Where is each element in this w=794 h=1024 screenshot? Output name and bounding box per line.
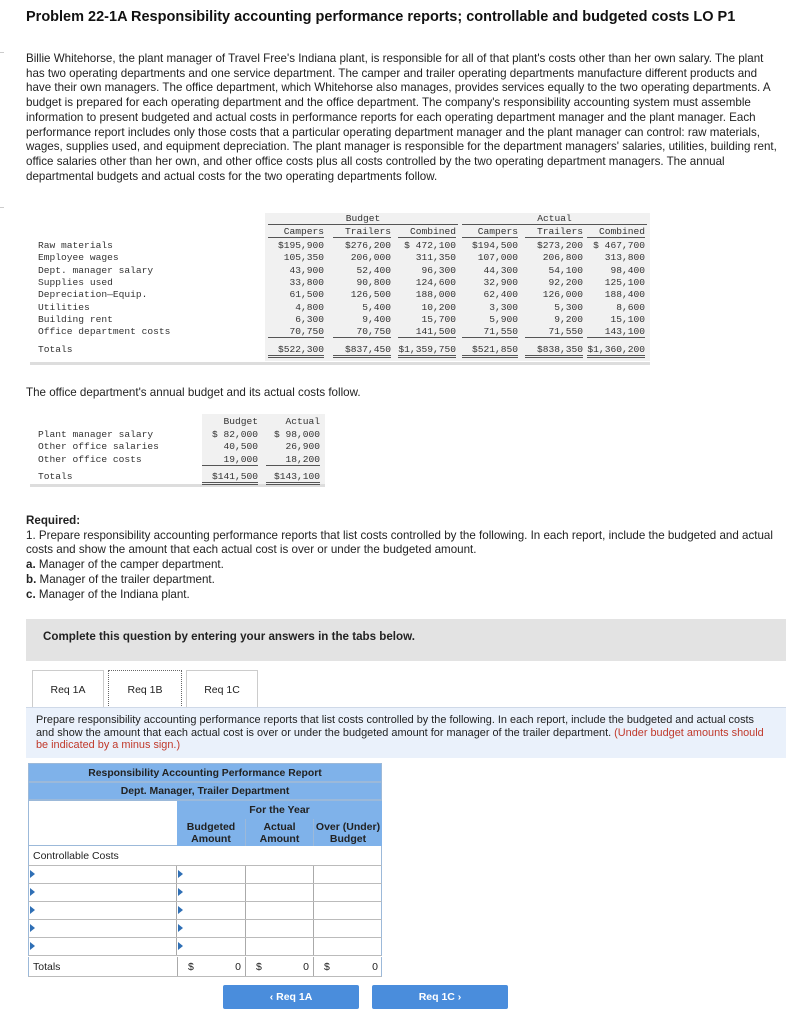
dropdown-marker-icon xyxy=(30,924,35,932)
cost-name-input[interactable] xyxy=(29,920,177,937)
budget-total-cell: $837,450 xyxy=(333,344,391,358)
office-col-budget: Budget xyxy=(223,416,258,427)
req-c-text: Manager of the Indiana plant. xyxy=(38,587,190,601)
budget-cell: 71,550 xyxy=(525,326,583,338)
dropdown-marker-icon xyxy=(178,924,183,932)
budget-totals-label: Totals xyxy=(38,344,73,356)
budget-cell: 43,900 xyxy=(289,264,324,276)
office-intro: The office department's annual budget and its actual costs follow. xyxy=(26,386,361,399)
dropdown-marker-icon xyxy=(30,906,35,914)
budget-total-cell: $1,359,750 xyxy=(398,344,456,358)
budget-total-cell: $522,300 xyxy=(268,344,324,358)
budget-col-header: Combined xyxy=(587,226,645,238)
budget-col-header: Campers xyxy=(268,226,324,238)
actual-input[interactable] xyxy=(246,902,314,919)
office-cell: $ 98,000 xyxy=(273,429,320,440)
controllable-costs-label: Controllable Costs xyxy=(33,850,119,862)
problem-title: Problem 22-1A Responsibility accounting performance reports; controllable and budgeted costs LO P1 xyxy=(26,9,736,25)
cost-name-input[interactable] xyxy=(29,902,177,919)
cost-name-input[interactable] xyxy=(29,884,177,901)
over-under-input[interactable] xyxy=(314,920,382,937)
cost-name-input[interactable] xyxy=(29,866,177,883)
budget-total-cell: $521,850 xyxy=(462,344,518,358)
budget-cell: 90,800 xyxy=(356,276,391,288)
budget-cell: 188,400 xyxy=(604,289,645,301)
budget-cell: 188,000 xyxy=(415,289,456,301)
actual-input[interactable] xyxy=(246,866,314,883)
actual-group-header: Actual xyxy=(462,213,647,225)
required-heading: Required: xyxy=(26,514,81,527)
total-over-cell xyxy=(314,957,382,976)
budget-row-label: Dept. manager salary xyxy=(38,264,154,276)
office-cell: 26,900 xyxy=(285,441,320,453)
budget-row-label: Utilities xyxy=(38,301,90,313)
col-actual-amount: Actual Amount xyxy=(246,819,314,846)
cost-name-input[interactable] xyxy=(29,938,177,955)
budget-cell: 15,700 xyxy=(421,313,456,325)
totals-label: Totals xyxy=(33,961,61,973)
panel-instruction: Prepare responsibility accounting performance reports that list costs controlled by the following. In each report, include the budgeted and actual costs and show the amount that each actual cost is over or under the budgeted amount for manager of the trailer department. xyxy=(36,714,754,739)
budgeted-input[interactable] xyxy=(177,938,246,955)
prev-button[interactable] xyxy=(223,985,359,1009)
chevron-left-icon: ‹ xyxy=(269,991,277,1003)
dropdown-marker-icon xyxy=(178,906,183,914)
budget-cell: 92,200 xyxy=(548,276,583,288)
over-under-input[interactable] xyxy=(314,866,382,883)
budget-cell: 4,800 xyxy=(295,301,324,313)
col-budgeted-amount: Budgeted Amount xyxy=(177,819,246,846)
tab-req-1b[interactable]: Req 1B xyxy=(108,670,182,710)
budget-cell: 311,350 xyxy=(415,252,456,264)
budget-row-label: Supplies used xyxy=(38,276,113,288)
budget-col-header: Trailers xyxy=(525,226,583,238)
budget-cell: $194,500 xyxy=(471,240,518,251)
budget-cell: 125,100 xyxy=(604,276,645,288)
dollar-sign: $ xyxy=(324,961,330,973)
total-over-under: 0 xyxy=(372,961,378,973)
budget-cell: 98,400 xyxy=(610,264,645,276)
budget-cell: 141,500 xyxy=(398,326,456,338)
budget-cell: 206,800 xyxy=(542,252,583,264)
budget-cell: 54,100 xyxy=(548,264,583,276)
prev-label: Req 1A xyxy=(276,991,313,1003)
budget-cell: 10,200 xyxy=(421,301,456,313)
req-c-label: c. xyxy=(26,587,36,601)
budget-cell: $ 472,100 xyxy=(404,240,456,251)
budget-cell: 44,300 xyxy=(483,264,518,276)
report-title: Responsibility Accounting Performance Report xyxy=(28,763,382,782)
budget-cell: 126,000 xyxy=(542,289,583,301)
dropdown-marker-icon xyxy=(30,870,35,878)
dollar-sign: $ xyxy=(188,961,194,973)
budget-row-label: Building rent xyxy=(38,313,113,325)
budget-cell: 70,750 xyxy=(268,326,324,338)
chevron-right-icon: › xyxy=(454,991,462,1003)
col-over-under: Over (Under) Budget xyxy=(315,821,381,845)
req-a-text: Manager of the camper department. xyxy=(38,558,224,572)
office-cell: 19,000 xyxy=(202,454,258,466)
budgeted-input[interactable] xyxy=(177,920,246,937)
budget-cell: 107,000 xyxy=(477,252,518,264)
budget-cell: 5,300 xyxy=(554,301,583,313)
over-under-input[interactable] xyxy=(314,938,382,955)
req-b-label: b. xyxy=(26,572,37,586)
budget-cell: 62,400 xyxy=(483,289,518,301)
budget-row-label: Depreciation—Equip. xyxy=(38,289,148,301)
req-a-label: a. xyxy=(26,558,36,572)
budget-cell: $276,200 xyxy=(344,240,391,251)
budget-cell: 5,900 xyxy=(489,313,518,325)
budget-cell: 8,600 xyxy=(616,301,645,313)
budget-group-header: Budget xyxy=(268,213,458,225)
budget-cell: 3,300 xyxy=(489,301,518,313)
budget-col-header: Combined xyxy=(398,226,456,238)
req-b-text: Manager of the trailer department. xyxy=(39,572,215,586)
budget-cell: 313,800 xyxy=(604,252,645,264)
office-row-label: Plant manager salary xyxy=(38,429,154,440)
budget-cell: 61,500 xyxy=(289,289,324,301)
office-col-actual: Actual xyxy=(285,416,320,427)
required-text: 1. Prepare responsibility accounting performance reports that list costs controlled by the following. In each report, include the budgeted and actual costs and show the amount that each actual cost is over or under the budgeted amount. xyxy=(26,528,773,557)
dollar-sign: $ xyxy=(256,961,262,973)
budgeted-input[interactable] xyxy=(177,866,246,883)
totals-row xyxy=(28,957,382,977)
tab-req-1a[interactable]: Req 1A xyxy=(32,670,104,709)
budget-cell: $273,200 xyxy=(536,240,583,251)
budget-cell: 206,000 xyxy=(350,252,391,264)
dropdown-marker-icon xyxy=(30,888,35,896)
report-period: For the Year xyxy=(177,801,382,820)
budget-cell: $195,900 xyxy=(277,240,324,251)
budget-cell: 71,550 xyxy=(462,326,518,338)
actual-input[interactable] xyxy=(246,884,314,901)
budget-cell: 33,800 xyxy=(289,276,324,288)
tab-req-1c[interactable]: Req 1C xyxy=(186,670,258,709)
budget-total-cell: $1,360,200 xyxy=(587,344,645,358)
report-subtitle: Dept. Manager, Trailer Department xyxy=(28,782,382,800)
budget-cell: 15,100 xyxy=(610,313,645,325)
total-budgeted: 0 xyxy=(235,961,241,973)
report-input-row xyxy=(28,884,382,902)
actual-input[interactable] xyxy=(246,920,314,937)
office-total-cell: $141,500 xyxy=(202,471,258,485)
budgeted-input[interactable] xyxy=(177,902,246,919)
report-input-row xyxy=(28,920,382,938)
budget-cell: 9,400 xyxy=(362,313,391,325)
dropdown-marker-icon xyxy=(178,942,183,950)
report-input-row xyxy=(28,902,382,920)
office-cell: $ 82,000 xyxy=(211,429,258,440)
dropdown-marker-icon xyxy=(30,942,35,950)
budget-row-label: Office department costs xyxy=(38,326,171,338)
budget-cell: 52,400 xyxy=(356,264,391,276)
next-button[interactable] xyxy=(372,985,508,1009)
department-budget-table xyxy=(30,213,650,365)
over-under-input[interactable] xyxy=(314,884,382,901)
office-budget-table xyxy=(30,414,325,486)
budget-cell: 126,500 xyxy=(350,289,391,301)
total-actual-cell xyxy=(246,957,314,976)
budget-cell: 70,750 xyxy=(333,326,391,338)
problem-intro: Billie Whitehorse, the plant manager of Travel Free's Indiana plant, is responsible for all of that plant's costs other than her own salary. The plant has two operating departments and one service department. The camper and trailer operating departments manufacture different products and have their own managers. The office department, which Whitehorse also manages, provides services equally to the two operating departments. A budget is prepared for each operating department and the office department. The company's responsibility accounting system must assemble information to present budgeted and actual costs in performance reports for each operating department manager and the plant manager. Each performance report includes only those costs that a particular operating department manager and the plant manager can control: raw materials, wages, supplies used, and equipment depreciation. The plant manager is responsible for the department managers' salaries, utilities, building rent, office salaries other than her own, and other office costs plus all costs controlled by the two operating department managers. The annual departmental budgets and actual costs for the two operating departments follow. xyxy=(26,52,777,183)
required-section xyxy=(26,514,786,602)
budgeted-input[interactable] xyxy=(177,884,246,901)
next-label: Req 1C xyxy=(418,991,455,1003)
budget-col-header: Campers xyxy=(462,226,518,238)
budget-cell: $ 467,700 xyxy=(593,240,645,251)
dropdown-marker-icon xyxy=(178,888,183,896)
office-row-label: Other office costs xyxy=(38,453,142,465)
budget-cell: 124,600 xyxy=(415,276,456,288)
actual-input[interactable] xyxy=(246,938,314,955)
report-input-row xyxy=(28,938,382,956)
dropdown-marker-icon xyxy=(178,870,183,878)
budget-row-label: Raw materials xyxy=(38,240,113,251)
instructions-banner xyxy=(26,619,786,661)
total-actual: 0 xyxy=(303,961,309,973)
budget-cell: 96,300 xyxy=(421,264,456,276)
budget-col-header: Trailers xyxy=(333,226,391,238)
budget-cell: 105,350 xyxy=(283,252,324,264)
requirement-panel xyxy=(26,707,786,758)
office-row-label: Other office salaries xyxy=(38,441,159,453)
budget-cell: 5,400 xyxy=(362,301,391,313)
budget-cell: 32,900 xyxy=(483,276,518,288)
office-cell: 18,200 xyxy=(266,454,320,466)
budget-total-cell: $838,350 xyxy=(525,344,583,358)
budget-cell: 6,300 xyxy=(295,313,324,325)
office-cell: 40,500 xyxy=(223,441,258,453)
total-budgeted-cell xyxy=(177,957,246,976)
report-input-row xyxy=(28,866,382,884)
banner-text: Complete this question by entering your answers in the tabs below. xyxy=(43,630,415,643)
panel-hint: (Under budget amounts should be indicated by a minus sign.) xyxy=(36,726,764,751)
budget-row-label: Employee wages xyxy=(38,252,119,264)
budget-cell: 9,200 xyxy=(554,313,583,325)
budget-cell: 143,100 xyxy=(587,326,645,338)
office-totals-label: Totals xyxy=(38,470,73,482)
office-total-cell: $143,100 xyxy=(266,471,320,485)
over-under-input[interactable] xyxy=(314,902,382,919)
